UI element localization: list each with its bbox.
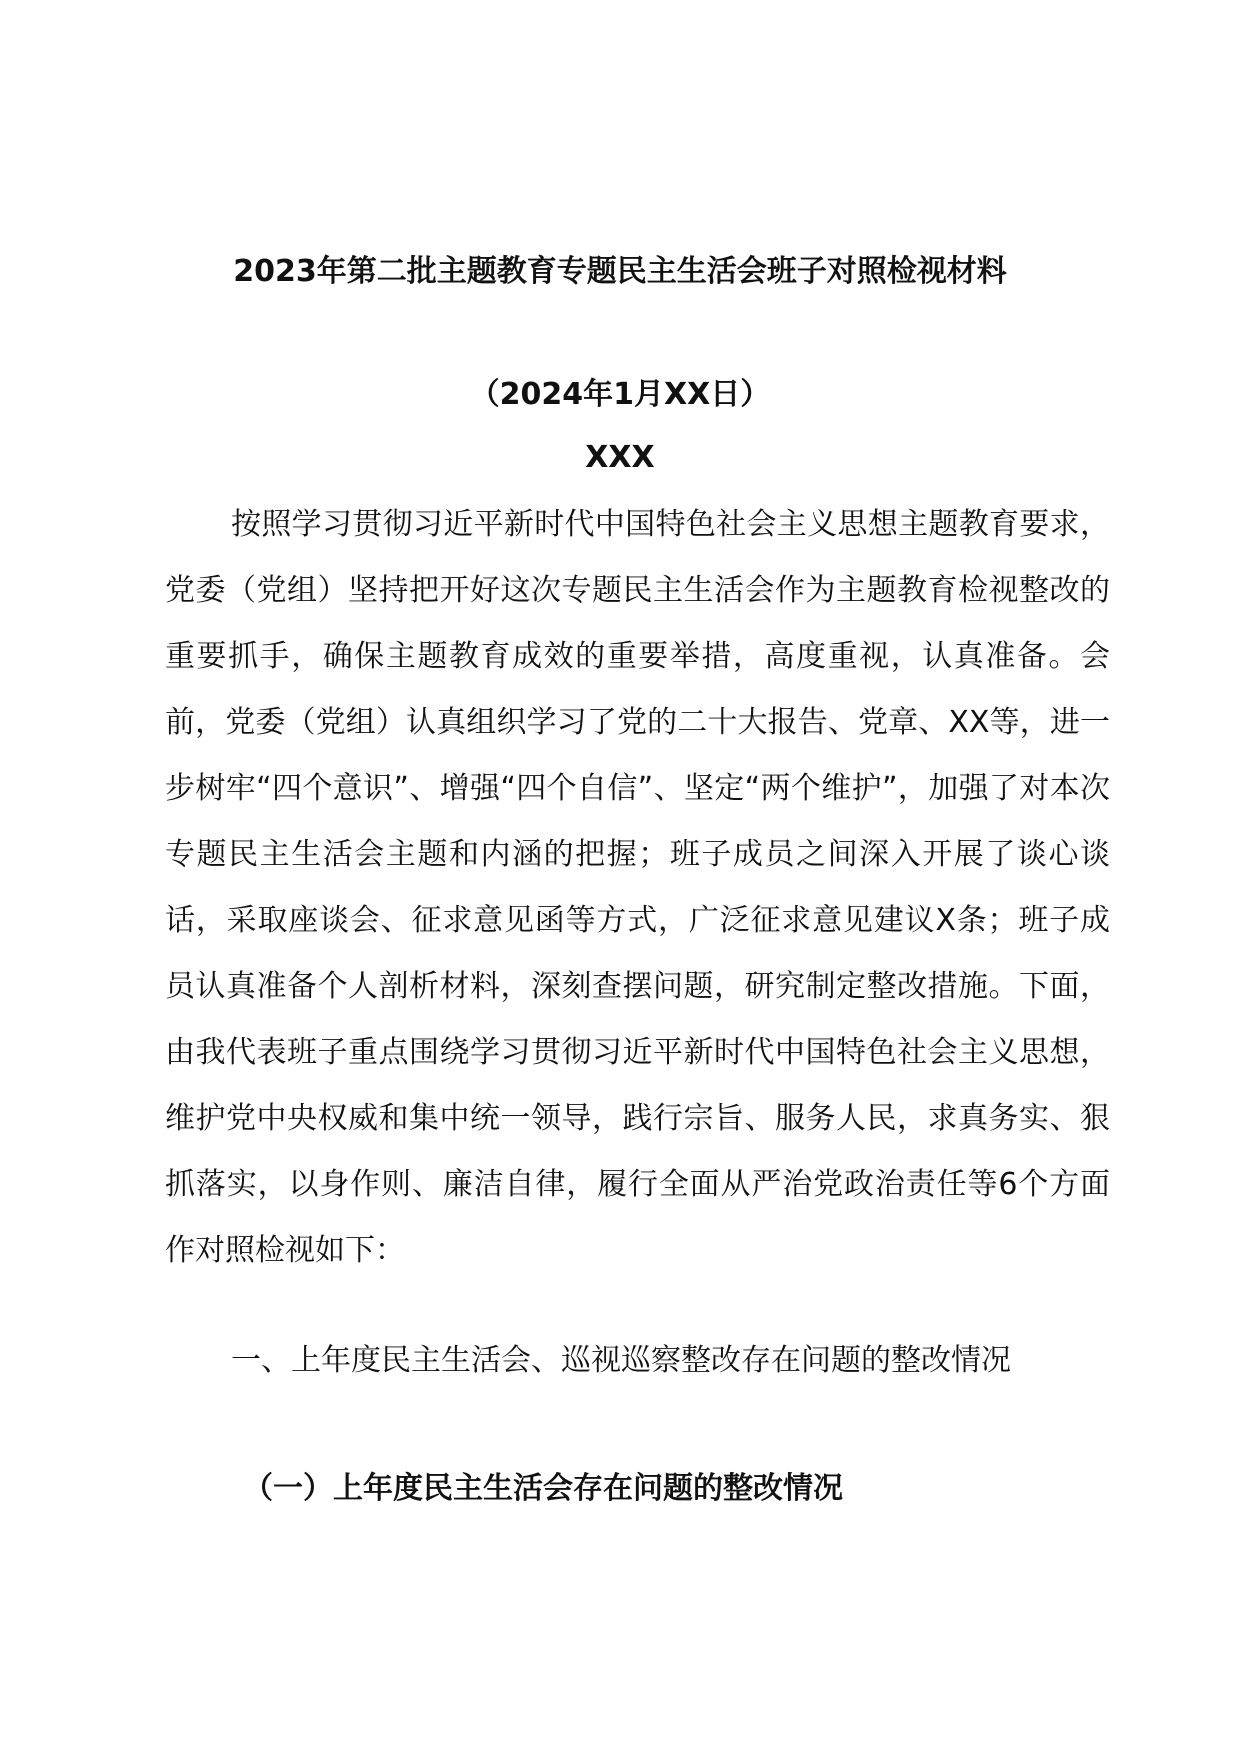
document-title: 2023年第二批主题教育专题民主生活会班子对照检视材料	[233, 254, 1007, 289]
document-date: （2024年1月XX日）	[469, 377, 771, 412]
intro-paragraph: 按照学习贯彻习近平新时代中国特色社会主义思想主题教育要求，党委（党组）坚持把开好这次专题民主生活会作为主题教育检视整改的重要抓手，确保主题教育成效的重要举措，高度重视，认真准备。会前，党委（党组）认真组织学习了党的二十大报告、党章、XX等，进一步树牢“四个意识”、增强“四个自信”、坚定“两个维护”，加强了对本次专题民主生活会主题和内涵的把握；班子成员之间深入开展了谈心谈话，采取座谈会、征求意见函等方式，广泛征求意见建议X条；班子成员认真准备个人剖析材料，深刻查摆问题，研究制定整改措施。下面，由我代表班子重点围绕学习贯彻习近平新时代中国特色社会主义思想，维护党中央权威和集中统一领导，践行宗旨、服务人民，求真务实、狠抓落实，以身作则、廉洁自律，履行全面从严治党政治责任等6个方面作对照检视如下：	[165, 507, 1110, 1268]
subsection-heading: （一）上年度民主生活会存在问题的整改情况	[243, 1471, 843, 1506]
section-heading: 一、上年度民主生活会、巡视巡察整改存在问题的整改情况	[231, 1343, 1011, 1378]
document-author: XXX	[585, 440, 655, 475]
